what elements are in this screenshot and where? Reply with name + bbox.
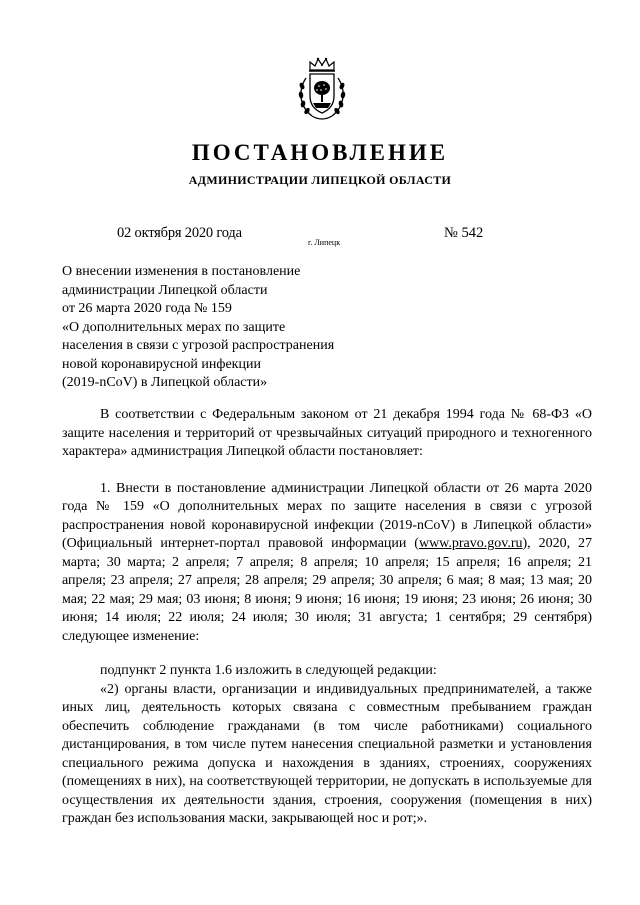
subitem-intro-paragraph: подпункт 2 пункта 1.6 изложить в следующей редакции: [100, 663, 437, 678]
document-body [62, 406, 592, 829]
document-city: г. Липецк [308, 238, 341, 247]
item-1-text-start: 1. Внести в постановление администрации Липецкой области от 26 марта 2020 года № 159 «О дополнительных мерах по защите населения в связи с угрозой распространения новой коронавирусной инфекции (2019-nCoV) в Липецкой области» (Официальный интернет-портал правовой информации ( [62, 480, 592, 551]
subject-line: администрации Липецкой области [62, 282, 268, 298]
document-date: 02 октября 2020 года [117, 225, 242, 241]
subject-line: от 26 марта 2020 года № 159 [62, 301, 232, 316]
subject-line: О внесении изменения в постановление [62, 264, 301, 279]
coat-of-arms-emblem [296, 56, 348, 122]
subject-line: «О дополнительных мерах по защите [62, 319, 286, 335]
preamble-paragraph: В соответствии с Федеральным законом от 21 декабря 1994 года № 68-ФЗ «О защите населения и территорий от чрезвычайных ситуаций природного и техногенного характера» администрация Липецкой области постановляет: [62, 407, 592, 459]
document-title: ПОСТАНОВЛЕНИЕ [191, 140, 449, 165]
document-subject [62, 263, 402, 393]
subject-line: новой коронавирусной инфекции [62, 356, 261, 372]
item-1-paragraph [62, 480, 592, 647]
pravo-portal-link[interactable]: www.pravo.gov.ru [418, 536, 523, 551]
issuing-authority: АДМИНИСТРАЦИИ ЛИПЕЦКОЙ ОБЛАСТИ [188, 173, 452, 187]
document-number: № 542 [444, 225, 484, 241]
subject-line: (2019-nCoV) в Липецкой области» [62, 375, 268, 390]
subject-line: населения в связи с угрозой распространения [62, 338, 335, 353]
quoted-amendment-paragraph: «2) органы власти, организации и индивидуальных предпринимателей, а также иных лиц, деятельность которых связана с совместным пребыванием граждан обеспечить соблюдение гражданами (в том числе работниками) социального дистанцирования, в том числе путем нанесения специальной разметки и установления специального режима допуска и нахождения в зданиях, строениях, сооружениях (помещениях в них), на соответствующей территории, не допускать в используемые для осуществления их деятельности здания, строения, сооружения (помещения в них) граждан без использования маски, закрывающей нос и рот;». [62, 681, 592, 826]
item-1-text-end: ), 2020, 27 марта; 30 марта; 2 апреля; 7 апреля; 8 апреля; 10 апреля; 15 апреля; 16 апреля; 21 апреля; 23 апреля; 27 апреля; 28 апреля; 29 апреля; 30 апреля; 6 мая; 8 мая; 13 мая; 20 мая; 22 мая; 29 мая; 03 июня; 8 июня; 9 июня; 16 июня; 19 июня; 23 июня; 26 июня; 30 июня; 14 июля; 22 июля; 24 июля; 30 июля; 31 августа; 1 сентября; 29 сентября) следующее изменение: [62, 536, 592, 644]
